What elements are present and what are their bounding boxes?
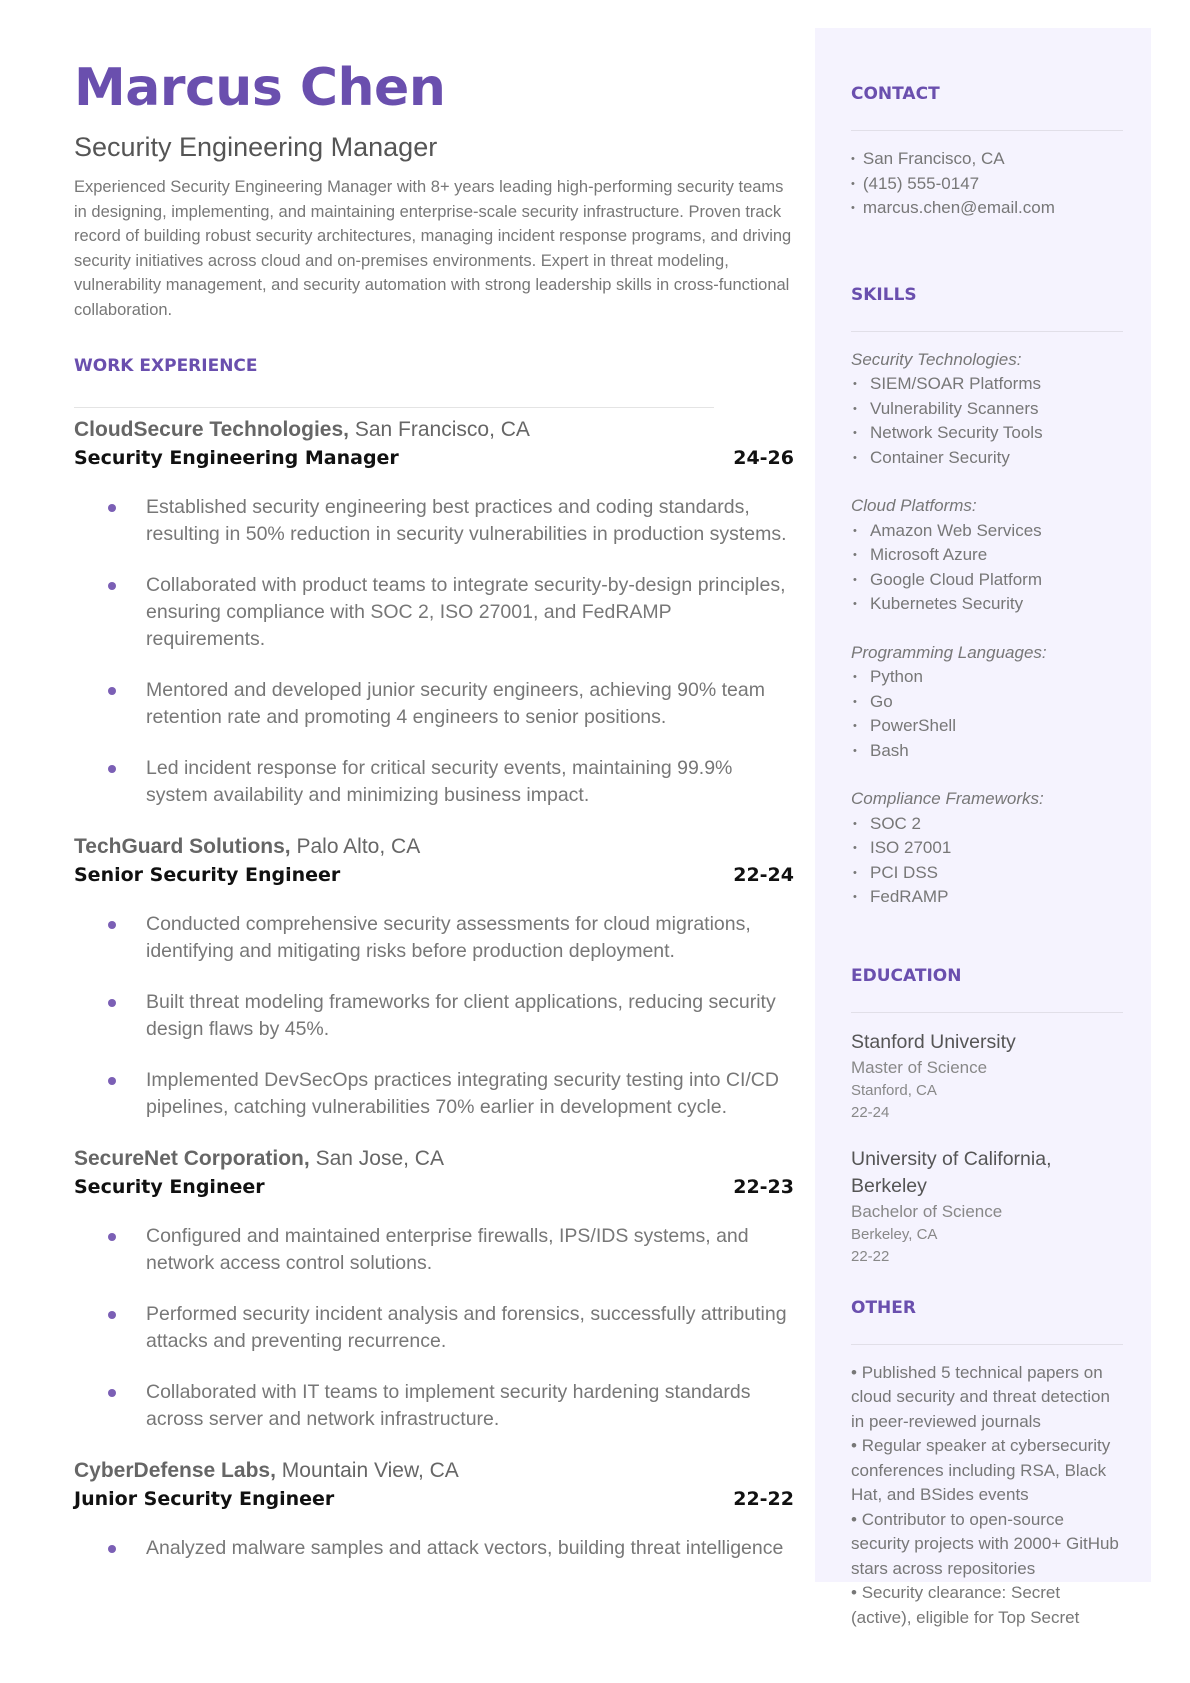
job-dates: 22-24 (733, 864, 794, 886)
job-bullet (146, 1301, 794, 1355)
job-bullets (74, 1223, 794, 1433)
contact-email[interactable]: • marcus.chen@email.com (851, 196, 1121, 221)
job-company: CyberDefense Labs, (74, 1459, 276, 1482)
job-bullet-text: Collaborated with IT teams to implement security hardening standards across server and network infrastructure. (146, 1381, 751, 1430)
skill-item: • Vulnerability Scanners (851, 397, 1121, 422)
job-entry (74, 833, 794, 1121)
section-divider (74, 407, 714, 408)
other-item: • Security clearance: Secret (active), eligible for Top Secret (851, 1583, 1080, 1627)
edu-school: University of California, Berkeley (851, 1147, 1052, 1197)
contact-heading: CONTACT (851, 84, 940, 104)
other-item-text: Regular speaker at cybersecurity conferences including RSA, Black Hat, and BSides events (851, 1436, 1111, 1504)
job-bullet (146, 677, 794, 731)
job-company: SecureNet Corporation, (74, 1147, 310, 1170)
job-dates: 22-23 (733, 1176, 794, 1198)
edu-location: Berkeley, CA (851, 1225, 938, 1243)
job-bullet (146, 989, 794, 1043)
skill-list (851, 372, 1121, 470)
other-list (851, 1361, 1121, 1631)
job-bullet-text: Mentored and developed junior security engineers, achieving 90% team retention rate and promoting 4 engineers to senior positions. (146, 679, 765, 728)
bullet-dot-icon (108, 921, 116, 929)
job-bullet (146, 911, 794, 965)
job-bullet-text: Performed security incident analysis and forensics, successfully attributing attacks and preventing recurrence. (146, 1303, 787, 1352)
job-bullet-text: Configured and maintained enterprise firewalls, IPS/IDS systems, and network access control solutions. (146, 1225, 749, 1274)
skill-group-label: Compliance Frameworks: (851, 789, 1044, 808)
job-role-line (74, 444, 794, 472)
job-bullet-text: Established security engineering best practices and coding standards, resulting in 50% reduction in security vulnerabilities in production systems. (146, 496, 787, 545)
job-bullet-text: Analyzed malware samples and attack vectors, building threat intelligence (146, 1537, 784, 1559)
skill-item: • Go (851, 690, 1121, 715)
skill-item: • Google Cloud Platform (851, 568, 1121, 593)
job-location: San Jose, CA (315, 1147, 444, 1170)
job-bullet-text: Built threat modeling frameworks for client applications, reducing security design flaws by 45%. (146, 991, 776, 1040)
skill-item: • Network Security Tools (851, 421, 1121, 446)
bullet-dot-icon (108, 687, 116, 695)
skill-item: • SIEM/SOAR Platforms (851, 372, 1121, 397)
job-bullet (146, 1223, 794, 1277)
job-bullets (74, 911, 794, 1121)
skill-group-label: Cloud Platforms: (851, 496, 977, 515)
job-bullets (74, 494, 794, 809)
job-bullet-text: Led incident response for critical security events, maintaining 99.9% system availability and minimizing business impact. (146, 757, 733, 806)
job-role: Security Engineer (74, 1176, 265, 1198)
job-entry (74, 416, 794, 809)
edu-dates: 22-24 (851, 1103, 890, 1121)
skill-item: • Microsoft Azure (851, 543, 1121, 568)
job-company-line (74, 1457, 794, 1485)
job-bullet (146, 1379, 794, 1433)
job-entry (74, 1457, 794, 1562)
job-role-line (74, 861, 794, 889)
job-list (74, 416, 794, 1562)
skill-item: • Container Security (851, 446, 1121, 471)
sidebar (815, 28, 1151, 1627)
candidate-title: Security Engineering Manager (74, 132, 438, 162)
other-item-text: Published 5 technical papers on cloud security and threat detection in peer-reviewed journals (851, 1362, 1110, 1431)
skill-list (851, 812, 1121, 910)
section-divider (851, 1344, 1123, 1345)
skill-item: • Bash (851, 739, 1121, 764)
skill-item: • PowerShell (851, 714, 1121, 739)
contact-list (851, 147, 1121, 221)
other-item: • Published 5 technical papers on cloud security and threat detection in peer-reviewed journals (851, 1362, 1110, 1431)
main-column (74, 56, 794, 1586)
job-bullet (146, 572, 794, 653)
bullet-dot-icon (108, 1233, 116, 1241)
bullet-dot-icon (108, 999, 116, 1007)
edu-location: Stanford, CA (851, 1081, 937, 1099)
skill-item: • Kubernetes Security (851, 592, 1121, 617)
skill-group-label: Security Technologies: (851, 349, 1022, 369)
job-role: Security Engineering Manager (74, 447, 399, 469)
other-heading: OTHER (851, 1297, 916, 1318)
skill-item: • Amazon Web Services (851, 519, 1121, 544)
job-bullet (146, 1067, 794, 1121)
job-bullet (146, 755, 794, 809)
job-role-line (74, 1485, 794, 1513)
other-item: • Regular speaker at cybersecurity conferences including RSA, Black Hat, and BSides events (851, 1436, 1111, 1504)
edu-school: Stanford University (851, 1030, 1016, 1053)
skill-item: • ISO 27001 (851, 836, 1121, 861)
other-item-text: Security clearance: Secret (active), eligible for Top Secret (851, 1583, 1080, 1627)
job-dates: 24-26 (733, 447, 794, 469)
skill-item: • Python (851, 665, 1121, 690)
contact-section (851, 84, 1121, 285)
job-company-line (74, 833, 794, 861)
edu-degree: Master of Science (851, 1057, 988, 1077)
profile-summary: Experienced Security Engineering Manager with 8+ years leading high-performing security teams in designing, implementing, and maintaining enterprise-scale security infrastructure. Proven track record of building robust security architectures, managing incident response programs, and driving security initiatives across cloud and on-premises environments. Expert in threat modeling, vulnerability management, and security automation with strong leadership skills in cross-functional collaboration. (74, 178, 792, 319)
bullet-dot-icon (108, 765, 116, 773)
job-company: CloudSecure Technologies, (74, 418, 349, 441)
job-role: Junior Security Engineer (74, 1488, 335, 1510)
job-location: San Francisco, CA (354, 418, 530, 441)
skill-item: • SOC 2 (851, 812, 1121, 837)
section-divider (851, 1012, 1123, 1013)
skills-section (851, 285, 1121, 910)
job-company-line (74, 1145, 794, 1173)
education-section (851, 966, 1121, 1268)
edu-dates: 22-22 (851, 1247, 890, 1265)
education-item (851, 1029, 1121, 1124)
job-bullet-text: Conducted comprehensive security assessments for cloud migrations, identifying and mitigating risks before production deployment. (146, 913, 751, 962)
candidate-name: Marcus Chen (74, 58, 446, 118)
bullet-dot-icon (108, 1389, 116, 1397)
job-bullets (74, 1535, 794, 1562)
section-divider (851, 130, 1123, 131)
job-company-line (74, 416, 794, 444)
job-bullet-text: Implemented DevSecOps practices integrating security testing into CI/CD pipelines, catching vulnerabilities 70% earlier in development cycle. (146, 1069, 779, 1118)
skill-list (851, 665, 1121, 763)
job-role: Senior Security Engineer (74, 864, 341, 886)
job-bullet-text: Collaborated with product teams to integrate security-by-design principles, ensuring compliance with SOC 2, ISO 27001, and FedRAMP requirements. (146, 574, 786, 650)
edu-degree: Bachelor of Science (851, 1201, 1003, 1221)
skill-group-label: Programming Languages: (851, 642, 1047, 662)
skill-item: • PCI DSS (851, 861, 1121, 886)
work-experience-heading: WORK EXPERIENCE (74, 356, 258, 376)
skill-list (851, 519, 1121, 617)
bullet-dot-icon (108, 504, 116, 512)
bullet-dot-icon (108, 1077, 116, 1085)
job-bullet (146, 1535, 794, 1562)
job-company: TechGuard Solutions, (74, 835, 291, 858)
job-location: Mountain View, CA (281, 1459, 459, 1482)
job-location: Palo Alto, CA (296, 835, 421, 858)
other-item-text: Contributor to open-source security projects with 2000+ GitHub stars across repositories (851, 1509, 1119, 1578)
education-heading: EDUCATION (851, 965, 962, 986)
contact-location: • San Francisco, CA (851, 147, 1121, 172)
job-bullet (146, 494, 794, 548)
bullet-dot-icon (108, 582, 116, 590)
education-item (851, 1146, 1121, 1268)
bullet-dot-icon (108, 1311, 116, 1319)
bullet-dot-icon (108, 1545, 116, 1553)
section-divider (851, 331, 1123, 332)
job-role-line (74, 1173, 794, 1201)
job-entry (74, 1145, 794, 1433)
job-dates: 22-22 (733, 1488, 794, 1510)
other-item: • Contributor to open-source security projects with 2000+ GitHub stars across repositories (851, 1509, 1119, 1578)
skills-heading: SKILLS (851, 284, 917, 305)
contact-phone[interactable]: • (415) 555-0147 (851, 172, 1121, 197)
other-section (851, 1298, 1121, 1631)
skill-item: • FedRAMP (851, 885, 1121, 910)
